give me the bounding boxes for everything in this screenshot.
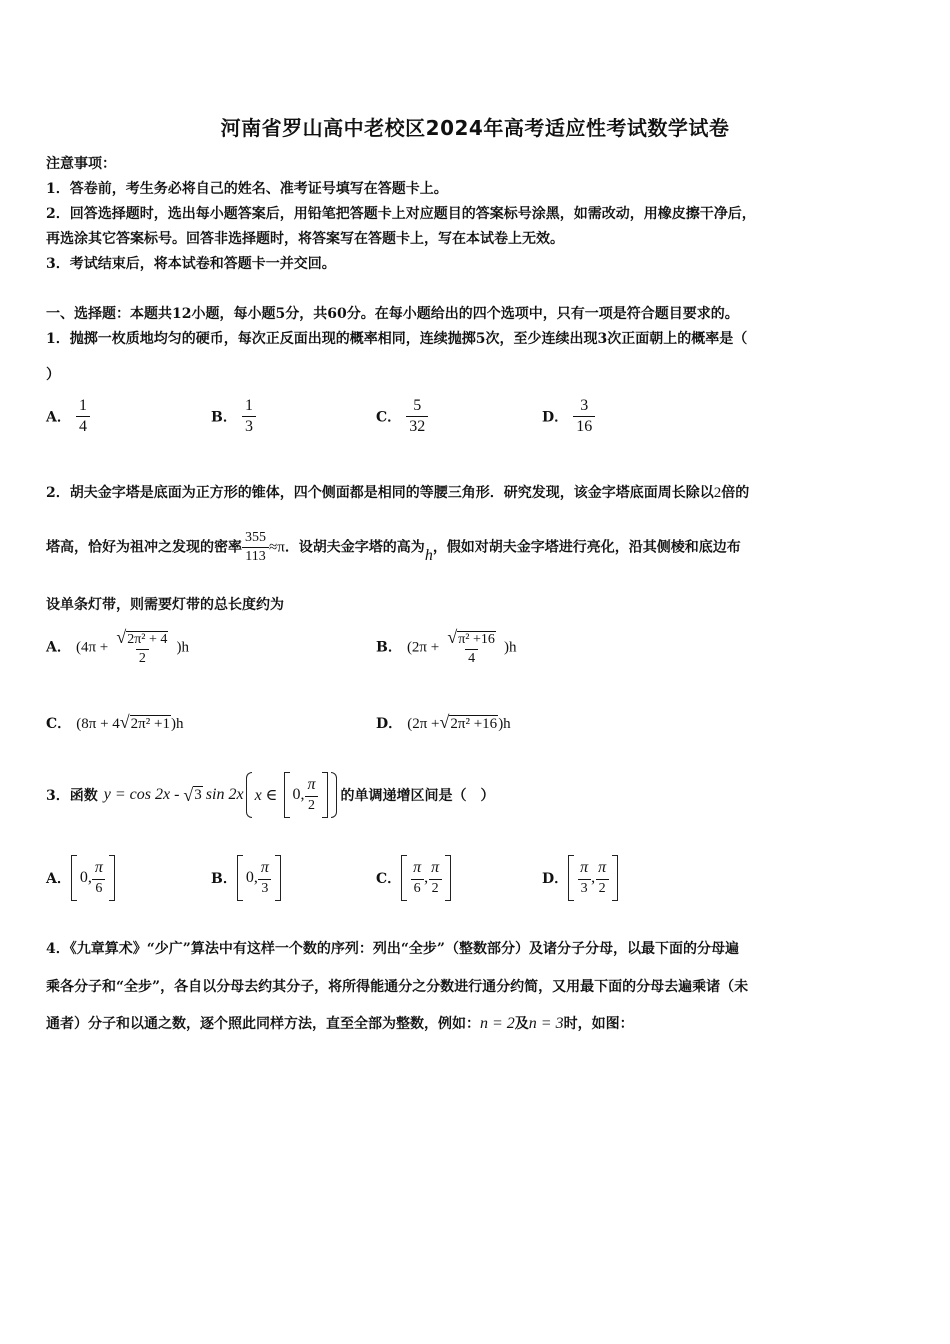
fraction: $\frac{\pi}{2}$ <box>595 859 609 896</box>
q2-stem-line3: 设单条灯带，则需要灯带的总长度约为 <box>46 597 284 613</box>
q2-option-b: B． (2π + $\frac{\text{√π² +16}}{4}$ )h <box>376 627 517 667</box>
option-label: A． <box>46 639 71 656</box>
note-item-2-cont: 再选涂其它答案标号。回答非选择题时，将答案写在答题卡上，写在本试卷上无效。 <box>46 231 564 247</box>
q3-option-a: A． 0, $\frac{\pi}{6}$ <box>46 855 115 901</box>
q1-option-b <box>211 397 256 437</box>
q2-option-d: D． (2π +√2π² +16)h <box>376 712 511 732</box>
q1-option-a <box>46 397 90 437</box>
q1-option-d <box>542 397 595 437</box>
q3-stem: 3．函数 y = cos 2x - √ 3 sin 2x x ∈ 0, $\frac{\pi}{2}$ 的单调递增区间是（ ） <box>46 772 495 818</box>
notes-heading: 注意事项： <box>46 156 116 172</box>
note-item-3: 3．考试结束后，将本试卷和答题卡一并交回。 <box>46 256 336 272</box>
option-label: A． <box>46 871 71 887</box>
option-label: D． <box>376 716 403 732</box>
option-label: C． <box>376 871 402 887</box>
option-label: B． <box>376 639 402 656</box>
option-label: B． <box>211 409 237 426</box>
q4-stem-line3: 通者）分子和以通之数，逐个照此同样方法，直至全部为整数，例如：n = 2及n = 3时，如图： <box>46 1015 634 1032</box>
option-label: C． <box>376 409 402 426</box>
note-item-1: 1．答卷前，考生务必将自己的姓名、准考证号填写在答题卡上。 <box>46 181 448 197</box>
fraction: $\frac{1}{4}$ <box>76 397 90 437</box>
fraction: $\frac{\text{√2π² + 4}}{2}$ <box>116 627 168 667</box>
q3-option-b: B． 0, $\frac{\pi}{3}$ <box>211 855 281 901</box>
q4-stem-line2: 乘各分子和“全步”，各自以分母去约其分子，将所得能通分之分数进行通分约简，又用最下面的分母去遍乘诸（未 <box>46 979 749 995</box>
q2-stem-line1: 2．胡夫金字塔是底面为正方形的锥体，四个侧面都是相同的等腰三角形．研究发现，该金字塔底面周长除以2倍的 <box>46 485 750 501</box>
fraction: $\frac{3}{16}$ <box>573 397 595 437</box>
q1-stem-close: ） <box>46 367 60 383</box>
fraction: $\frac{5}{32}$ <box>406 397 428 437</box>
q3-option-c: C． $\frac{\pi}{6}$ , $\frac{\pi}{2}$ <box>376 855 451 901</box>
option-label: B． <box>211 871 237 887</box>
fraction: $\frac{\pi}{6}$ <box>410 859 424 896</box>
q1-stem: 1．抛掷一枚质地均匀的硬币，每次正反面出现的概率相同，连续抛掷5次，至少连续出现3次正面朝上的概率是（ <box>46 331 748 347</box>
option-label: C． <box>46 716 72 732</box>
fraction: $\frac{\pi}{2}$ <box>428 859 442 896</box>
q2-option-c: C． (8π + 4√2π² +1)h <box>46 712 184 732</box>
option-label: D． <box>542 409 569 426</box>
fraction: $\frac{\pi}{2}$ <box>305 776 319 813</box>
option-label: A． <box>46 409 71 426</box>
section-heading: 一、选择题：本题共12小题，每小题5分，共60分。在每小题给出的四个选项中，只有一项是符合题目要求的。 <box>46 306 739 322</box>
fraction: $\frac{1}{3}$ <box>242 397 256 437</box>
option-label: D． <box>542 871 569 887</box>
fraction: $\frac{\pi}{6}$ <box>92 859 106 896</box>
fraction: $\frac{\text{√π² +16}}{4}$ <box>447 627 495 667</box>
fraction: $\frac{\pi}{3}$ <box>258 859 272 896</box>
page-title: 河南省罗山高中老校区2024年高考适应性考试数学试卷 <box>220 116 730 140</box>
ratio-fraction: $\frac{355}{113}$ <box>242 530 269 565</box>
fraction: $\frac{\pi}{3}$ <box>577 859 591 896</box>
q3-option-d: D． $\frac{\pi}{3}$ , $\frac{\pi}{2}$ <box>542 855 618 901</box>
q2-stem-line2: 塔高，恰好为祖冲之发现的密率 $\frac{355}{113}$ ≈π．设胡夫金字塔的高为h，假如对胡夫金字塔进行亮化，沿其侧棱和底边布 <box>46 530 741 565</box>
q2-option-a: A． (4π + $\frac{\text{√2π² + 4}}{2}$ )h <box>46 627 189 667</box>
note-item-2: 2．回答选择题时，选出每小题答案后，用铅笔把答题卡上对应题目的答案标号涂黑，如需改动，用橡皮擦干净后， <box>46 206 756 222</box>
q1-option-c <box>376 397 428 437</box>
q4-stem-line1: 4．《九章算术》“少广”算法中有这样一个数的序列：列出“全步”（整数部分）及诸分子分母，以最下面的分母遍 <box>46 941 739 957</box>
